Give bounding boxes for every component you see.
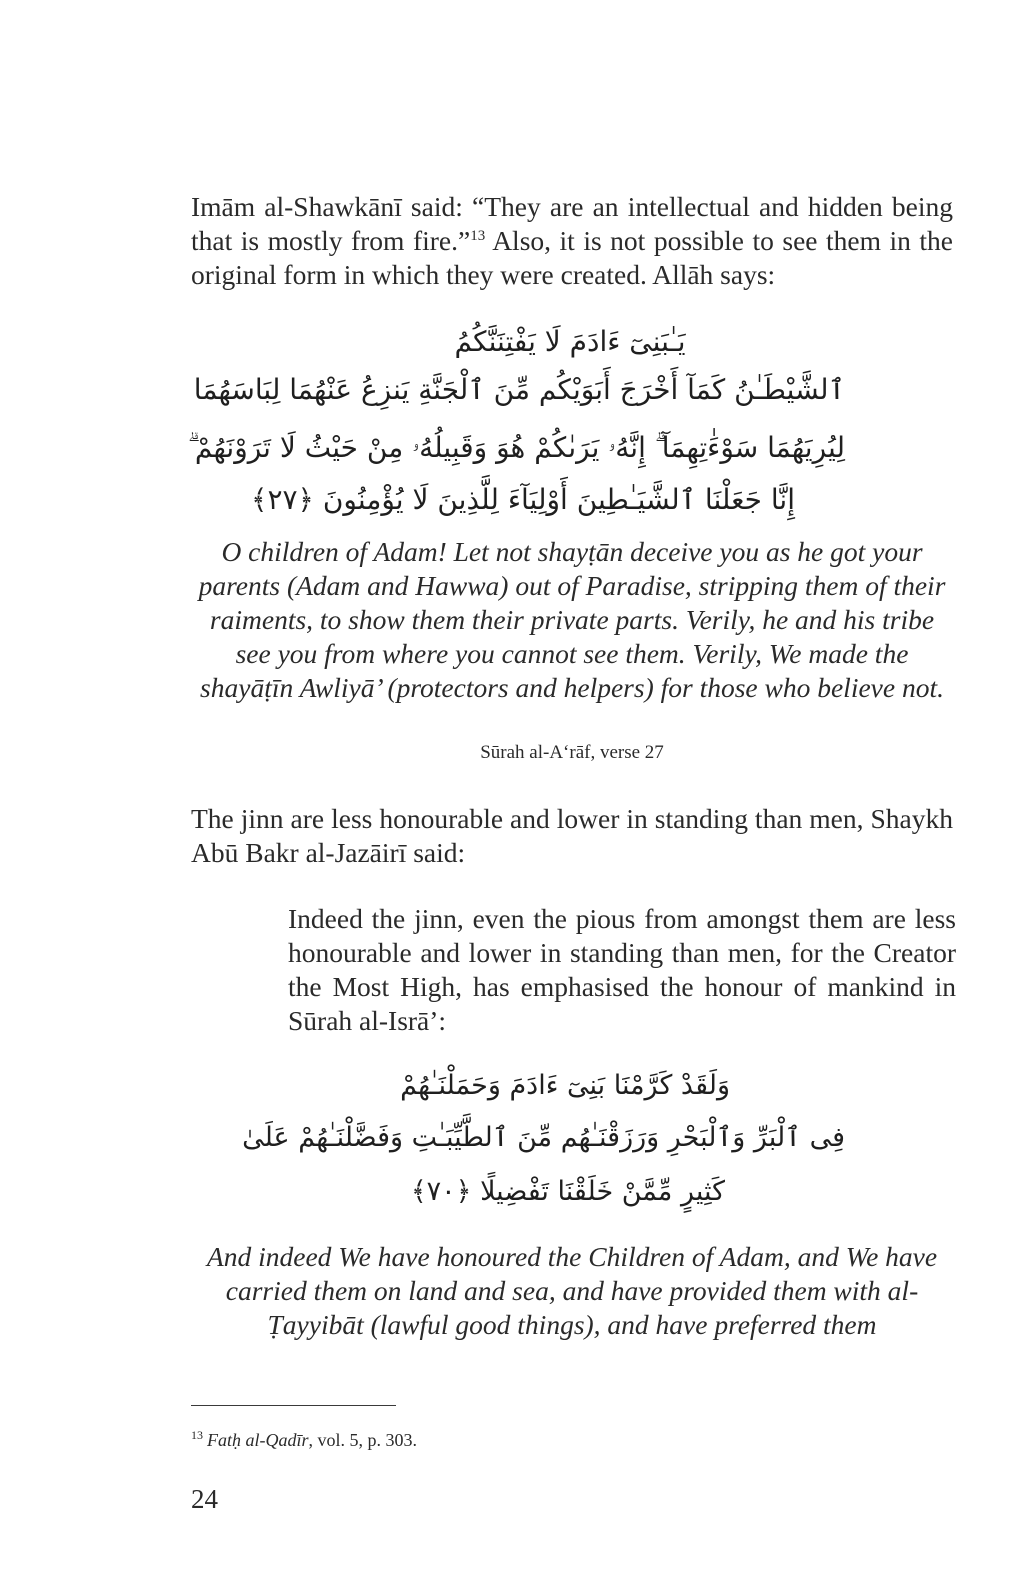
verse2-arabic-line-3: كَثِيرٍ مِّمَّنْ خَلَقْنَا تَفْضِيلًا ﴿٧٠﴾ [410,1176,725,1207]
verse2-arabic-line-1: وَلَقَدْ كَرَّمْنَا بَنِىٓ ءَادَمَ وَحَمَلْنَـٰهُمْ [400,1070,730,1101]
paragraph-jinn-text: The jinn are less honourable and lower in standing than men, Shaykh Abū Bakr al-Jazāirī said: [191,803,953,868]
paragraph-shawkani-text: Imām al-Shawkānī said: “They are an intellectual and hidden being that is mostly from fire.” [191,191,953,256]
page-number: 24 [191,1484,218,1514]
verse2-translation: And indeed We have honoured the Children of Adam, and We have carried them on land and sea, and have provided them with al-Ṭayyibāt (lawful good things), and have preferred them [206,1241,938,1340]
verse1-arabic-line-1: يَـٰبَنِىٓ ءَادَمَ لَا يَفْتِنَنَّكُمُ [454,325,686,358]
verse1-arabic-line-2: ٱلشَّيْطَـٰنُ كَمَآ أَخْرَجَ أَبَوَيْكُم مِّنَ ٱلْجَنَّةِ يَنزِعُ عَنْهُمَا لِبَاسَهُمَا [193,373,845,406]
paragraph-shawkani [191,190,953,292]
verse1-arabic-line-3: لِيُرِيَهُمَا سَوْءَٰتِهِمَآ ۗ إِنَّهُۥ يَرَىٰكُمْ هُوَ وَقَبِيلُهُۥ مِنْ حَيْثُ لَا تَرَوْنَهُمْ ۗ [187,431,845,464]
footnote-reference: 13 [470,227,486,244]
verse1-translation: O children of Adam! Let not shayṭān deceive you as he got your parents (Adam and Hawwa) out of Paradise, stripping them of their raiments, to show them their private parts. Verily, he and his tribe see you from where you cannot see them. Verily, We made the shayāṭīn Awliyā’ (protectors and helpers) for those who believe not. [198,536,946,703]
paragraph-shawkani-text-continued: Also, it is not possible to see them in the original form in which they were created. Allāh says: [191,225,953,290]
footnote-detail: , vol. 5, p. 303. [308,1430,418,1450]
verse1-reference: Sūrah al-A‘rāf, verse 27 [480,742,664,763]
footnote-source: Fatḥ al-Qadīr [207,1430,309,1450]
verse1-arabic-line-4: إِنَّا جَعَلْنَا ٱلشَّيَـٰطِينَ أَوْلِيَآءَ لِلَّذِينَ لَا يُؤْمِنُونَ ﴿٢٧﴾ [251,483,795,516]
footnote [191,1428,417,1451]
block-quote-text: Indeed the jinn, even the pious from amongst them are less honourable and lower in standing than men, for the Creator the Most High, has emphasised the honour of mankind in Sūrah al-Isrā’: [288,903,956,1036]
paragraph-jinn [191,802,953,870]
footnote-divider [191,1405,396,1406]
verse2-arabic-line-2: فِى ٱلْبَرِّ وَٱلْبَحْرِ وَرَزَقْنَـٰهُم مِّنَ ٱلطَّيِّبَـٰتِ وَفَضَّلْنَـٰهُمْ عَلَىٰ [242,1122,845,1153]
footnote-number: 13 [191,1428,203,1442]
block-quote [288,902,956,1038]
